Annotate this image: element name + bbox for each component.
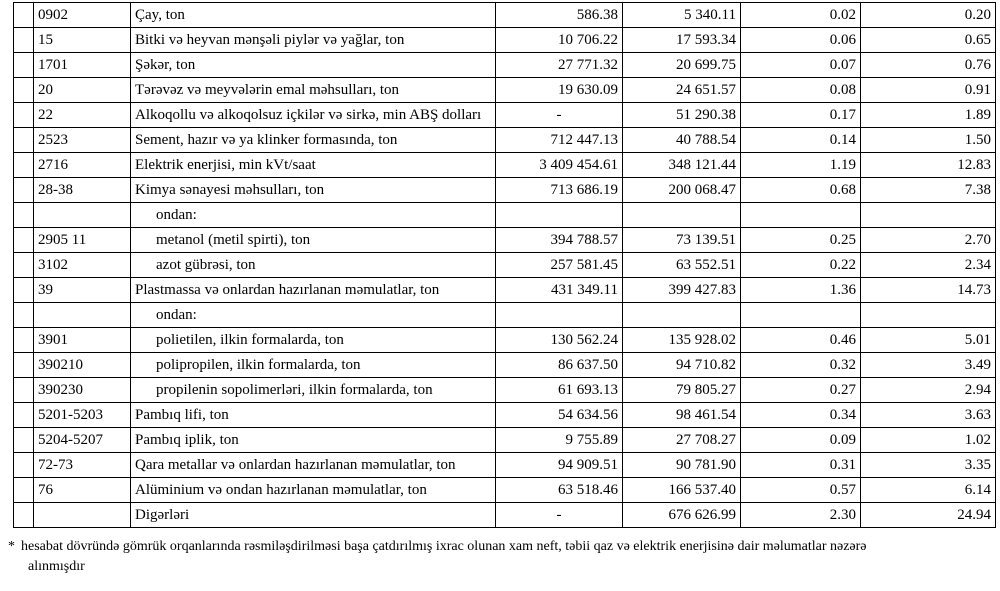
table-row: [14, 103, 996, 128]
name-cell: polipropilen, ilkin formalarda, ton: [131, 353, 496, 378]
share-value-cell: 6.14: [861, 478, 996, 503]
code-cell: [34, 503, 131, 528]
code-cell: 28-38: [34, 178, 131, 203]
share-value-cell: 0.20: [861, 3, 996, 28]
share-quantity-cell: 0.57: [741, 478, 861, 503]
quantity-cell: 3 409 454.61: [496, 153, 623, 178]
quantity-cell: 713 686.19: [496, 178, 623, 203]
value-cell: 27 708.27: [623, 428, 741, 453]
share-value-cell: 1.89: [861, 103, 996, 128]
value-cell: 24 651.57: [623, 78, 741, 103]
name-cell: Bitki və heyvan mənşəli piylər və yağlar, ton: [131, 28, 496, 53]
name-cell: polietilen, ilkin formalarda, ton: [131, 328, 496, 353]
footnote-marker: *: [8, 539, 15, 554]
code-cell: 39: [34, 278, 131, 303]
value-cell: 5 340.11: [623, 3, 741, 28]
value-cell: [623, 203, 741, 228]
share-value-cell: 5.01: [861, 328, 996, 353]
share-quantity-cell: 0.17: [741, 103, 861, 128]
value-cell: 94 710.82: [623, 353, 741, 378]
name-cell: Kimya sənayesi məhsulları, ton: [131, 178, 496, 203]
table-row: [14, 53, 996, 78]
share-quantity-cell: 0.08: [741, 78, 861, 103]
quantity-cell: -: [496, 503, 623, 528]
share-value-cell: 0.91: [861, 78, 996, 103]
table-body: [14, 3, 996, 528]
row-gutter-cell: [14, 103, 34, 128]
footnote-text-line2: alınmışdır: [28, 558, 85, 574]
name-cell: propilenin sopolimerləri, ilkin formalarda, ton: [131, 378, 496, 403]
value-cell: 90 781.90: [623, 453, 741, 478]
row-gutter-cell: [14, 28, 34, 53]
name-cell: Pambıq iplik, ton: [131, 428, 496, 453]
export-commodities-table: [13, 2, 996, 528]
share-value-cell: 24.94: [861, 503, 996, 528]
quantity-cell: 54 634.56: [496, 403, 623, 428]
share-quantity-cell: 0.07: [741, 53, 861, 78]
quantity-cell: 61 693.13: [496, 378, 623, 403]
quantity-cell: 27 771.32: [496, 53, 623, 78]
code-cell: [34, 203, 131, 228]
code-cell: [34, 303, 131, 328]
share-value-cell: 12.83: [861, 153, 996, 178]
quantity-cell: 94 909.51: [496, 453, 623, 478]
share-value-cell: [861, 203, 996, 228]
share-value-cell: 3.35: [861, 453, 996, 478]
name-cell: azot gübrəsi, ton: [131, 253, 496, 278]
share-value-cell: 3.49: [861, 353, 996, 378]
share-quantity-cell: 0.68: [741, 178, 861, 203]
row-gutter-cell: [14, 378, 34, 403]
code-cell: 0902: [34, 3, 131, 28]
table-row: [14, 178, 996, 203]
row-gutter-cell: [14, 403, 34, 428]
row-gutter-cell: [14, 53, 34, 78]
value-cell: 51 290.38: [623, 103, 741, 128]
quantity-cell: 9 755.89: [496, 428, 623, 453]
share-quantity-cell: 0.06: [741, 28, 861, 53]
code-cell: 15: [34, 28, 131, 53]
code-cell: 390230: [34, 378, 131, 403]
name-cell: Alkoqollu və alkoqolsuz içkilər və sirkə, min ABŞ dolları: [131, 103, 496, 128]
table-row: [14, 253, 996, 278]
value-cell: 20 699.75: [623, 53, 741, 78]
quantity-cell: 130 562.24: [496, 328, 623, 353]
quantity-cell: 19 630.09: [496, 78, 623, 103]
table-row: [14, 378, 996, 403]
code-cell: 2523: [34, 128, 131, 153]
row-gutter-cell: [14, 303, 34, 328]
name-cell: Alüminium və ondan hazırlanan məmulatlar, ton: [131, 478, 496, 503]
code-cell: 1701: [34, 53, 131, 78]
row-gutter-cell: [14, 503, 34, 528]
quantity-cell: 431 349.11: [496, 278, 623, 303]
value-cell: 348 121.44: [623, 153, 741, 178]
quantity-cell: 712 447.13: [496, 128, 623, 153]
name-cell: Çay, ton: [131, 3, 496, 28]
table-row: [14, 303, 996, 328]
table-row: [14, 203, 996, 228]
value-cell: 73 139.51: [623, 228, 741, 253]
table-row: [14, 478, 996, 503]
share-quantity-cell: 0.22: [741, 253, 861, 278]
document-page: [0, 2, 1000, 576]
name-cell: Şəkər, ton: [131, 53, 496, 78]
value-cell: 399 427.83: [623, 278, 741, 303]
table-row: [14, 403, 996, 428]
table-row: [14, 128, 996, 153]
share-value-cell: 14.73: [861, 278, 996, 303]
share-quantity-cell: 0.14: [741, 128, 861, 153]
footnote: [8, 537, 993, 576]
value-cell: 17 593.34: [623, 28, 741, 53]
quantity-cell: 63 518.46: [496, 478, 623, 503]
table-row: [14, 503, 996, 528]
name-cell: metanol (metil spirti), ton: [131, 228, 496, 253]
table-row: [14, 228, 996, 253]
table-row: [14, 153, 996, 178]
share-quantity-cell: 0.27: [741, 378, 861, 403]
value-cell: 135 928.02: [623, 328, 741, 353]
footnote-line-1: [8, 537, 993, 557]
code-cell: 22: [34, 103, 131, 128]
row-gutter-cell: [14, 3, 34, 28]
quantity-cell: 10 706.22: [496, 28, 623, 53]
share-value-cell: [861, 303, 996, 328]
share-quantity-cell: 0.09: [741, 428, 861, 453]
share-quantity-cell: 0.02: [741, 3, 861, 28]
share-value-cell: 0.76: [861, 53, 996, 78]
name-cell: Sement, hazır və ya klinker formasında, ton: [131, 128, 496, 153]
row-gutter-cell: [14, 128, 34, 153]
value-cell: 63 552.51: [623, 253, 741, 278]
code-cell: 390210: [34, 353, 131, 378]
code-cell: 2716: [34, 153, 131, 178]
value-cell: [623, 303, 741, 328]
name-cell: Pambıq lifi, ton: [131, 403, 496, 428]
quantity-cell: 257 581.45: [496, 253, 623, 278]
code-cell: 2905 11: [34, 228, 131, 253]
value-cell: 676 626.99: [623, 503, 741, 528]
quantity-cell: 394 788.57: [496, 228, 623, 253]
table-row: [14, 28, 996, 53]
share-quantity-cell: [741, 203, 861, 228]
share-value-cell: 1.50: [861, 128, 996, 153]
row-gutter-cell: [14, 278, 34, 303]
code-cell: 72-73: [34, 453, 131, 478]
name-cell: Qara metallar və onlardan hazırlanan məmulatlar, ton: [131, 453, 496, 478]
share-quantity-cell: 0.46: [741, 328, 861, 353]
share-quantity-cell: 2.30: [741, 503, 861, 528]
table-row: [14, 428, 996, 453]
code-cell: 3901: [34, 328, 131, 353]
row-gutter-cell: [14, 453, 34, 478]
code-cell: 5204-5207: [34, 428, 131, 453]
table-row: [14, 353, 996, 378]
quantity-cell: 86 637.50: [496, 353, 623, 378]
table-row: [14, 453, 996, 478]
quantity-cell: -: [496, 103, 623, 128]
row-gutter-cell: [14, 153, 34, 178]
row-gutter-cell: [14, 353, 34, 378]
row-gutter-cell: [14, 428, 34, 453]
row-gutter-cell: [14, 203, 34, 228]
share-value-cell: 0.65: [861, 28, 996, 53]
row-gutter-cell: [14, 178, 34, 203]
share-value-cell: 7.38: [861, 178, 996, 203]
footnote-text-line1: hesabat dövründə gömrük orqanlarında rəsmiləşdirilməsi başa çatdırılmış ixrac olunan xam neft, təbii qaz və elektrik enerjisinə dair məlumatlar nəzərə: [21, 539, 867, 554]
name-cell: Tərəvəz və meyvələrin emal məhsulları, ton: [131, 78, 496, 103]
code-cell: 5201-5203: [34, 403, 131, 428]
name-cell: ondan:: [131, 203, 496, 228]
quantity-cell: 586.38: [496, 3, 623, 28]
table-row: [14, 278, 996, 303]
row-gutter-cell: [14, 478, 34, 503]
share-value-cell: 2.34: [861, 253, 996, 278]
table-row: [14, 78, 996, 103]
share-quantity-cell: 0.25: [741, 228, 861, 253]
row-gutter-cell: [14, 228, 34, 253]
share-value-cell: 2.94: [861, 378, 996, 403]
share-quantity-cell: 0.34: [741, 403, 861, 428]
value-cell: 200 068.47: [623, 178, 741, 203]
table-row: [14, 3, 996, 28]
name-cell: Plastmassa və onlardan hazırlanan məmulatlar, ton: [131, 278, 496, 303]
quantity-cell: [496, 203, 623, 228]
name-cell: Elektrik enerjisi, min kVt/saat: [131, 153, 496, 178]
share-quantity-cell: 1.19: [741, 153, 861, 178]
code-cell: 20: [34, 78, 131, 103]
code-cell: 76: [34, 478, 131, 503]
row-gutter-cell: [14, 253, 34, 278]
value-cell: 98 461.54: [623, 403, 741, 428]
quantity-cell: [496, 303, 623, 328]
value-cell: 79 805.27: [623, 378, 741, 403]
value-cell: 40 788.54: [623, 128, 741, 153]
share-quantity-cell: [741, 303, 861, 328]
name-cell: Digərləri: [131, 503, 496, 528]
share-quantity-cell: 0.31: [741, 453, 861, 478]
share-quantity-cell: 0.32: [741, 353, 861, 378]
share-value-cell: 1.02: [861, 428, 996, 453]
share-value-cell: 3.63: [861, 403, 996, 428]
table-row: [14, 328, 996, 353]
row-gutter-cell: [14, 328, 34, 353]
value-cell: 166 537.40: [623, 478, 741, 503]
row-gutter-cell: [14, 78, 34, 103]
share-quantity-cell: 1.36: [741, 278, 861, 303]
name-cell: ondan:: [131, 303, 496, 328]
code-cell: 3102: [34, 253, 131, 278]
share-value-cell: 2.70: [861, 228, 996, 253]
